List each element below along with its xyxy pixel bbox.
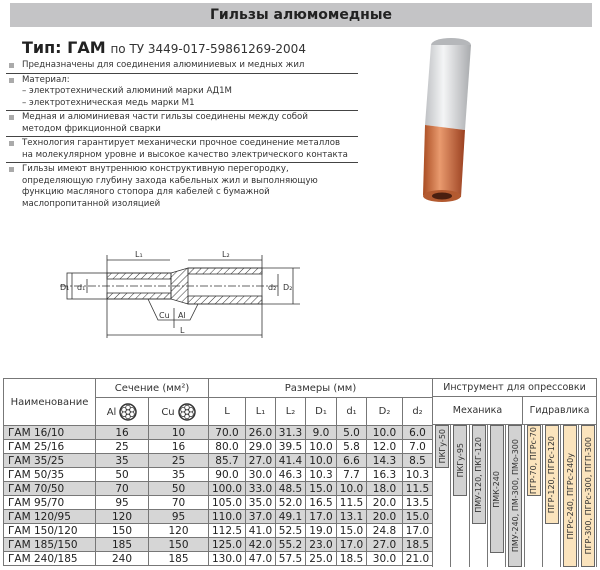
- table-row: [4, 482, 433, 496]
- tool-column: [469, 425, 487, 567]
- cell-value: 16: [149, 440, 209, 454]
- tool-column: [542, 425, 560, 567]
- spec-table: [3, 378, 433, 566]
- cell-value: 95: [96, 496, 149, 510]
- cell-value: 27.0: [367, 538, 403, 552]
- label-D1: D₁: [60, 283, 70, 292]
- strand-icon: [178, 403, 196, 421]
- tool-mechanics: [490, 425, 504, 553]
- header-size-col: D₂: [367, 398, 403, 426]
- cell-value: 42.0: [246, 538, 276, 552]
- cell-name: ГАМ 50/35: [4, 468, 96, 482]
- al-label: Al: [106, 406, 117, 418]
- cell-name: ГАМ 70/50: [4, 482, 96, 496]
- tool-mechanics: [453, 425, 467, 496]
- cell-name: ГАМ 25/16: [4, 440, 96, 454]
- cell-value: 70: [149, 496, 209, 510]
- cell-value: 23.0: [306, 538, 337, 552]
- label-L: L: [180, 326, 185, 335]
- header-section: Сечение (мм²): [96, 379, 209, 398]
- cell-value: 41.0: [246, 524, 276, 538]
- cell-value: 10.0: [337, 482, 367, 496]
- table-row: [4, 454, 433, 468]
- sleeve-drawing: [40, 210, 300, 340]
- cell-value: 18.5: [403, 538, 433, 552]
- cell-name: ГАМ 240/185: [4, 552, 96, 566]
- cell-value: 13.5: [403, 496, 433, 510]
- tool-label: ПКГу-50: [437, 429, 447, 464]
- cell-value: 8.5: [403, 454, 433, 468]
- product-image: [385, 35, 495, 205]
- feature-line: – электротехническая медь марки М1: [22, 97, 195, 108]
- bullet-icon: [9, 63, 14, 68]
- cell-value: 49.1: [276, 510, 306, 524]
- label-L2: L₂: [222, 250, 230, 259]
- table-row: [4, 468, 433, 482]
- cell-name: ГАМ 95/70: [4, 496, 96, 510]
- cell-value: 15.0: [403, 510, 433, 524]
- label-L1: L₁: [135, 250, 143, 259]
- cell-value: 10: [149, 426, 209, 440]
- cell-value: 18.5: [337, 552, 367, 566]
- cell-value: 185: [149, 552, 209, 566]
- cell-value: 9.0: [306, 426, 337, 440]
- header-size-col: L₂: [276, 398, 306, 426]
- cell-value: 95: [149, 510, 209, 524]
- bullet-icon: [9, 141, 14, 146]
- cell-value: 50: [149, 482, 209, 496]
- feature-item: [6, 163, 358, 211]
- cell-value: 7.7: [337, 468, 367, 482]
- cell-value: 55.2: [276, 538, 306, 552]
- cell-value: 185: [96, 538, 149, 552]
- cell-value: 35.0: [246, 496, 276, 510]
- bullet-icon: [9, 167, 14, 172]
- cell-name: ГАМ 16/10: [4, 426, 96, 440]
- cell-value: 100.0: [209, 482, 246, 496]
- cell-value: 27.0: [246, 454, 276, 468]
- cell-value: 24.8: [367, 524, 403, 538]
- cell-value: 25: [96, 440, 149, 454]
- cell-value: 15.0: [306, 482, 337, 496]
- header-sizes: Размеры (мм): [209, 379, 433, 398]
- cell-value: 11.5: [403, 482, 433, 496]
- tool-label: ПГР-70, ПГРс-70: [529, 426, 538, 495]
- cell-value: 110.0: [209, 510, 246, 524]
- cell-value: 70: [96, 482, 149, 496]
- cell-value: 50: [96, 468, 149, 482]
- label-Cu: Cu: [159, 311, 170, 320]
- header-size-col: L: [209, 398, 246, 426]
- cell-value: 26.0: [246, 426, 276, 440]
- header-size-col: L₁: [246, 398, 276, 426]
- tool-column: [487, 425, 505, 567]
- cell-value: 52.5: [276, 524, 306, 538]
- cell-value: 6.6: [337, 454, 367, 468]
- cell-value: 70.0: [209, 426, 246, 440]
- cell-value: 5.0: [337, 426, 367, 440]
- tool-label: ПГРс-240, ПГРс-240у: [565, 452, 575, 540]
- cell-value: 85.7: [209, 454, 246, 468]
- cell-value: 10.3: [403, 468, 433, 482]
- header-size-col: d₂: [403, 398, 433, 426]
- cell-name: ГАМ 185/150: [4, 538, 96, 552]
- cell-value: 17.0: [306, 510, 337, 524]
- bullet-icon: [9, 115, 14, 120]
- cell-value: 20.0: [367, 496, 403, 510]
- cell-value: 48.5: [276, 482, 306, 496]
- feature-line: маслопропитанной изоляцией: [22, 198, 161, 209]
- tool-hydraulics: [563, 425, 577, 567]
- cell-value: 150: [149, 538, 209, 552]
- label-D2: D₂: [283, 283, 293, 292]
- table-row: [4, 510, 433, 524]
- tool-hydraulics: [527, 425, 541, 496]
- mechanics-header: Механика: [432, 396, 523, 425]
- cell-value: 7.0: [403, 440, 433, 454]
- tools-title: Инструмент для опрессовки: [432, 378, 597, 397]
- label-d2: d₂: [268, 283, 277, 292]
- cell-value: 16: [96, 426, 149, 440]
- cell-value: 21.0: [403, 552, 433, 566]
- tool-mechanics: [472, 425, 486, 524]
- tool-label: ПКГу-95: [455, 443, 465, 478]
- type-label: Тип: ГАМ: [22, 38, 106, 57]
- cell-value: 11.5: [337, 496, 367, 510]
- cell-value: 30.0: [367, 552, 403, 566]
- table-row: [4, 440, 433, 454]
- page-title: Гильзы алюмомедные: [10, 3, 592, 27]
- cell-value: 35: [96, 454, 149, 468]
- cell-value: 25: [149, 454, 209, 468]
- cell-value: 90.0: [209, 468, 246, 482]
- cell-value: 17.0: [337, 538, 367, 552]
- cell-value: 150: [96, 524, 149, 538]
- cell-value: 41.4: [276, 454, 306, 468]
- cell-value: 6.0: [403, 426, 433, 440]
- tool-hydraulics: [545, 425, 559, 524]
- header-size-col: D₁: [306, 398, 337, 426]
- strand-icon: [119, 403, 137, 421]
- cell-value: 20.0: [367, 510, 403, 524]
- tool-column: [505, 425, 523, 567]
- feature-line: на молекулярном уровне и высокое качество электрического контакта: [22, 149, 348, 160]
- cell-value: 30.0: [246, 468, 276, 482]
- type-standard: по ТУ 3449-017-59861269-2004: [110, 42, 306, 56]
- cell-value: 31.3: [276, 426, 306, 440]
- feature-line: методом фрикционной сварки: [22, 123, 161, 134]
- tool-mechanics: [435, 425, 449, 468]
- tool-label: ПМК-240: [492, 470, 502, 508]
- label-Al: Al: [178, 311, 186, 320]
- cell-value: 130.0: [209, 552, 246, 566]
- cell-value: 10.3: [306, 468, 337, 482]
- feature-line: Технология гарантирует механически прочное соединение металлов: [22, 138, 341, 148]
- cell-value: 10.0: [306, 440, 337, 454]
- cell-value: 12.0: [367, 440, 403, 454]
- tool-label: ПМУ-120, ПКГ-120: [474, 436, 484, 513]
- tool-label: ПГР-120, ПГРс-120: [547, 436, 557, 514]
- feature-line: определяющую глубину захода кабельных жил и выполняющую: [22, 175, 318, 186]
- cell-name: ГАМ 35/25: [4, 454, 96, 468]
- cu-label: Cu: [161, 406, 175, 418]
- table-row: [4, 538, 433, 552]
- cell-value: 18.0: [367, 482, 403, 496]
- tool-label: ПМУ-240, ПМ-300, ПМо-300: [510, 439, 520, 553]
- cell-value: 80.0: [209, 440, 246, 454]
- header-name: Наименование: [4, 379, 96, 426]
- cell-value: 29.0: [246, 440, 276, 454]
- feature-line: функцию масляного стопора для кабелей с бумажной: [22, 187, 270, 197]
- cell-value: 10.0: [306, 454, 337, 468]
- cell-value: 120: [96, 510, 149, 524]
- cell-value: 57.5: [276, 552, 306, 566]
- cell-value: 10.0: [367, 426, 403, 440]
- table-row: [4, 496, 433, 510]
- product-type: [22, 38, 306, 57]
- cell-value: 5.8: [337, 440, 367, 454]
- cell-value: 16.5: [306, 496, 337, 510]
- cell-value: 37.0: [246, 510, 276, 524]
- feature-item: [6, 111, 358, 137]
- cell-value: 16.3: [367, 468, 403, 482]
- header-al: [96, 398, 149, 426]
- cell-value: 35: [149, 468, 209, 482]
- tool-hydraulics: [581, 425, 595, 567]
- tool-column: [560, 425, 578, 567]
- bullet-icon: [9, 78, 14, 83]
- feature-item: [6, 74, 358, 112]
- header-size-col: d₁: [337, 398, 367, 426]
- tool-mechanics: [508, 425, 522, 567]
- feature-item: [6, 137, 358, 163]
- cell-value: 46.3: [276, 468, 306, 482]
- feature-line: Предназначены для соединения алюминиевых и медных жил: [22, 60, 305, 70]
- feature-line: Гильзы имеют внутреннюю конструктивную перегородку,: [22, 164, 289, 174]
- cell-value: 47.0: [246, 552, 276, 566]
- cell-value: 112.5: [209, 524, 246, 538]
- cell-value: 105.0: [209, 496, 246, 510]
- hydraulics-header: Гидравлика: [522, 396, 597, 425]
- label-d1: d₁: [77, 283, 86, 292]
- table-row: [4, 524, 433, 538]
- cell-value: 33.0: [246, 482, 276, 496]
- table-row: [4, 552, 433, 566]
- tool-column: [450, 425, 468, 567]
- tool-label: ПГР-300, ПГРс-300, ПГП-300: [583, 437, 593, 555]
- cell-value: 19.0: [306, 524, 337, 538]
- tool-column: [524, 425, 542, 567]
- cell-value: 52.0: [276, 496, 306, 510]
- cell-value: 25.0: [306, 552, 337, 566]
- feature-line: – электротехнический алюминий марки АД1М: [22, 86, 232, 96]
- header-cu: [149, 398, 209, 426]
- cell-value: 240: [96, 552, 149, 566]
- cell-value: 120: [149, 524, 209, 538]
- feature-line: Медная и алюминиевая части гильзы соединены между собой: [22, 112, 308, 122]
- table-row: [4, 426, 433, 440]
- cell-value: 17.0: [403, 524, 433, 538]
- cell-name: ГАМ 150/120: [4, 524, 96, 538]
- tool-column: [578, 425, 596, 567]
- feature-list: [6, 59, 358, 211]
- cell-value: 125.0: [209, 538, 246, 552]
- cell-value: 15.0: [337, 524, 367, 538]
- cell-name: ГАМ 120/95: [4, 510, 96, 524]
- cell-value: 13.1: [337, 510, 367, 524]
- cell-value: 39.5: [276, 440, 306, 454]
- feature-item: [6, 59, 358, 74]
- tool-column: [432, 425, 450, 567]
- cell-value: 14.3: [367, 454, 403, 468]
- feature-line: Материал:: [22, 74, 70, 85]
